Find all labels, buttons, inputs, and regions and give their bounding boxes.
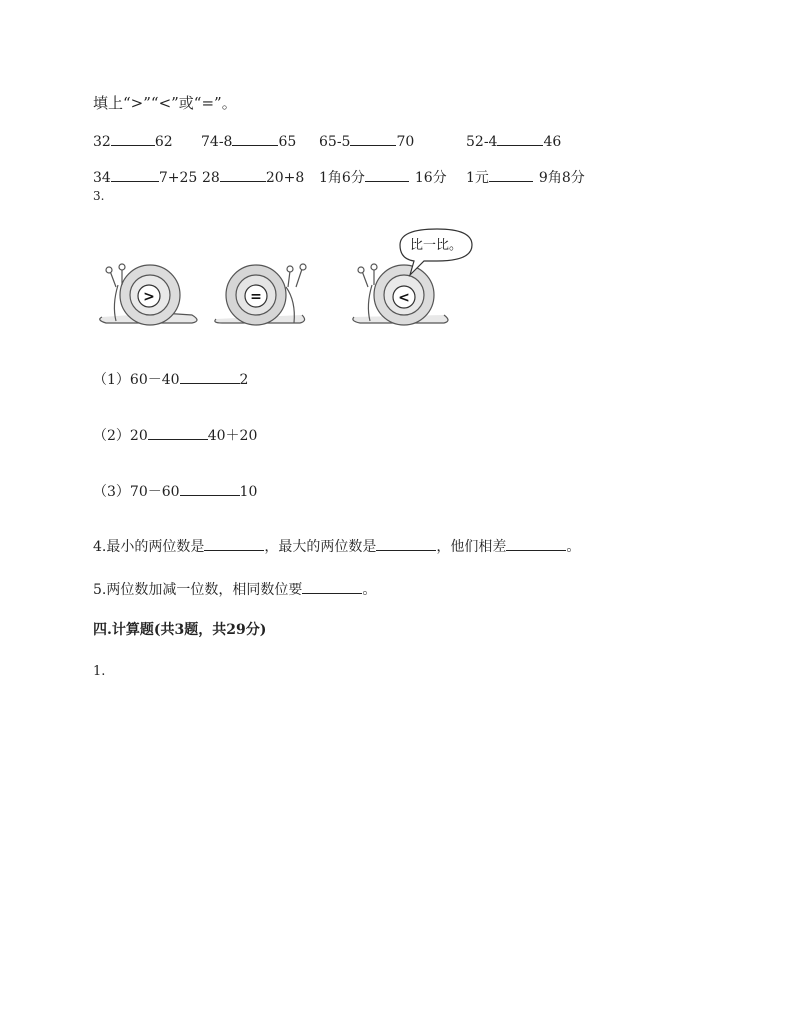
question-4 (93, 536, 580, 556)
q3-item-3 (93, 481, 257, 501)
q3-item-after: 10 (239, 484, 258, 500)
compare-row-1-item-4 (466, 131, 561, 151)
answer-blank[interactable] (506, 536, 566, 551)
calc-question-1-number: 1. (93, 664, 106, 679)
answer-blank[interactable] (111, 167, 159, 182)
snail-symbol-1: > (143, 289, 155, 305)
answer-blank[interactable] (148, 425, 208, 440)
question-3-number: 3. (93, 189, 105, 203)
q4-part2: ，最大的两位数是 (264, 539, 377, 555)
q3-item-label: （3）70－60 (93, 484, 180, 500)
compare-row-2-item-3 (319, 167, 447, 187)
answer-blank[interactable] (376, 536, 436, 551)
q3-item-label: （2）20 (93, 428, 148, 444)
answer-blank[interactable] (365, 167, 409, 182)
answer-blank[interactable] (180, 369, 240, 384)
compare-left: 74-8 (201, 134, 233, 150)
compare-row-2-item-1 (93, 167, 197, 187)
answer-blank[interactable] (180, 481, 240, 496)
compare-left: 34 (93, 170, 111, 186)
q4-part4: 。 (566, 539, 581, 555)
answer-blank[interactable] (350, 131, 396, 146)
compare-right: 7+25 (158, 170, 198, 186)
compare-right: 70 (396, 134, 415, 150)
q3-item-2 (93, 425, 257, 445)
q5-part2: 。 (362, 582, 377, 598)
q4-part3: ，他们相差 (436, 539, 507, 555)
answer-blank[interactable] (232, 131, 278, 146)
answer-blank[interactable] (497, 131, 543, 146)
speech-bubble-text: 比一比。 (409, 238, 463, 253)
q4-part1: 4.最小的两位数是 (93, 539, 205, 555)
q3-item-after: 40＋20 (207, 428, 258, 444)
compare-right: 20+8 (265, 170, 305, 186)
snail-symbol-2: = (250, 289, 262, 305)
q3-item-1 (93, 369, 248, 389)
compare-left: 65-5 (319, 134, 351, 150)
instruction-text: 填上“>”“<”或“=”。 (93, 94, 237, 112)
answer-blank[interactable] (220, 167, 266, 182)
answer-blank[interactable] (111, 131, 155, 146)
snails-illustration (92, 225, 482, 335)
answer-blank[interactable] (204, 536, 264, 551)
compare-right: 46 (543, 134, 562, 150)
compare-row-1-item-2 (201, 131, 296, 151)
compare-right: 16分 (414, 170, 447, 186)
snail-symbol-3: < (398, 290, 410, 306)
q5-part1: 5.两位数加减一位数，相同数位要 (93, 582, 303, 598)
compare-row-1-item-3 (319, 131, 414, 151)
compare-row-2-item-4 (466, 167, 585, 187)
compare-left: 32 (93, 134, 111, 150)
section-heading: 四.计算题(共3题，共29分) (93, 622, 267, 638)
compare-left: 1角6分 (319, 170, 365, 186)
compare-row-2-item-2 (202, 167, 304, 187)
compare-left: 1元 (466, 170, 489, 186)
answer-blank[interactable] (302, 579, 362, 594)
answer-blank[interactable] (489, 167, 533, 182)
compare-right: 62 (154, 134, 173, 150)
question-5 (93, 579, 376, 599)
compare-left: 28 (202, 170, 220, 186)
compare-right: 65 (278, 134, 297, 150)
compare-right: 9角8分 (538, 170, 585, 186)
compare-left: 52-4 (466, 134, 498, 150)
q3-item-label: （1）60－40 (93, 372, 180, 388)
compare-row-1-item-1 (93, 131, 173, 151)
q3-item-after: 2 (239, 372, 249, 388)
